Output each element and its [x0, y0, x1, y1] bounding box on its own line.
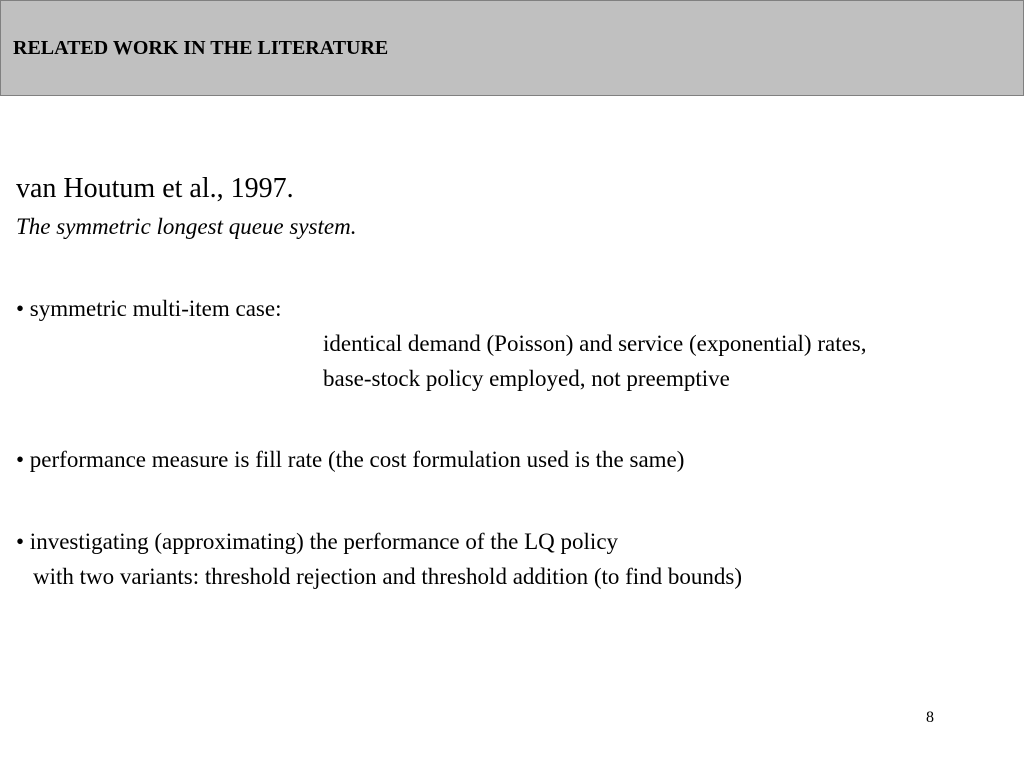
- header-bar: [0, 0, 1024, 96]
- bullet-performance-measure: • performance measure is fill rate (the cost formulation used is the same): [16, 447, 685, 472]
- bullet-lq-policy: • investigating (approximating) the performance of the LQ policy: [16, 529, 619, 554]
- page-number: 8: [926, 709, 934, 726]
- bullet-continuation: with two variants: threshold rejection and threshold addition (to find bounds): [33, 564, 743, 589]
- reference-title: The symmetric longest queue system.: [16, 214, 357, 239]
- bullet-sub-line: identical demand (Poisson) and service (exponential) rates,: [323, 331, 867, 356]
- reference-authors: van Houtum et al., 1997.: [16, 173, 294, 204]
- slide-title: RELATED WORK IN THE LITERATURE: [13, 37, 389, 59]
- bullet-symmetric-case: • symmetric multi-item case:: [16, 296, 282, 321]
- bullet-sub-line: base-stock policy employed, not preemptive: [323, 366, 730, 391]
